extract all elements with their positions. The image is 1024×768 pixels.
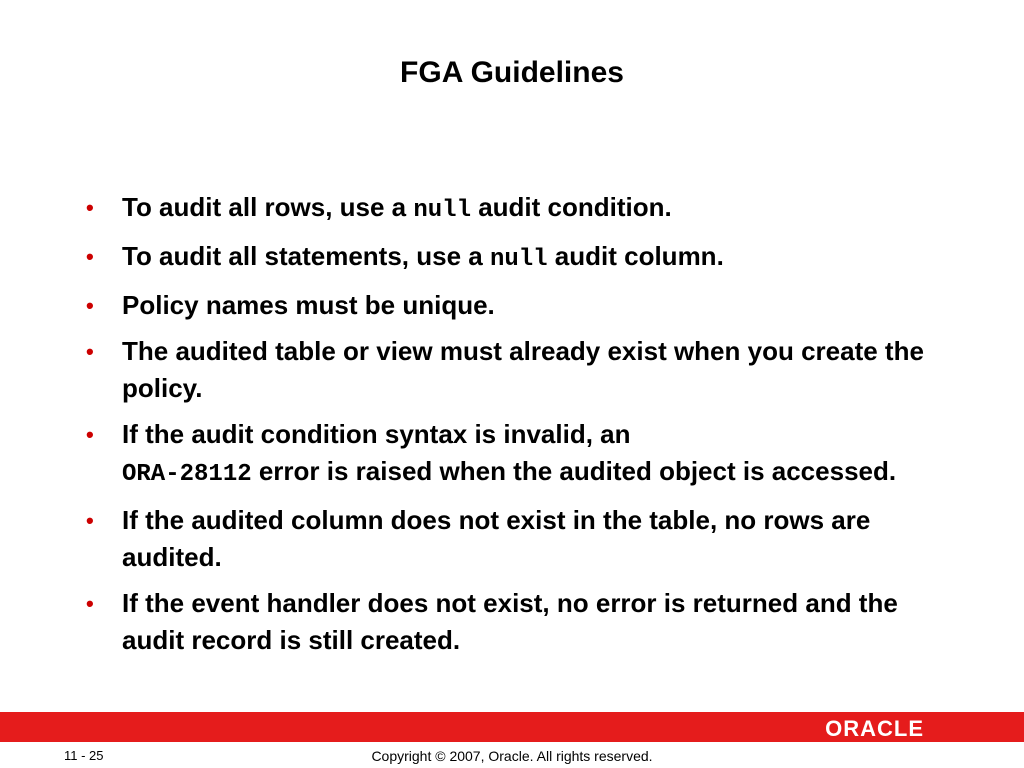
bullet-item xyxy=(78,416,948,493)
bullet-text: audit column. xyxy=(547,241,724,271)
bullet-list xyxy=(78,189,948,668)
bullet-code: ORA-28112 xyxy=(122,461,252,488)
slide-title: FGA Guidelines xyxy=(400,56,624,89)
bullet-icon: • xyxy=(86,339,94,364)
bullet-item xyxy=(78,333,948,407)
bullet-text: If the audit condition syntax is invalid, an xyxy=(122,419,631,449)
page-number: 11 - 25 xyxy=(64,748,104,763)
bullet-item xyxy=(78,238,948,278)
bullet-item xyxy=(78,189,948,229)
bullet-text: If the audited column does not exist in the table, no rows are audited. xyxy=(122,505,871,572)
bullet-icon: • xyxy=(86,244,94,269)
copyright-notice: Copyright © 2007, Oracle. All rights reserved. xyxy=(371,748,653,764)
oracle-logo: ORACLE xyxy=(825,716,924,741)
bullet-item xyxy=(78,585,948,659)
bullet-text: If the event handler does not exist, no error is returned and the audit record is still created. xyxy=(122,588,898,655)
bullet-icon: • xyxy=(86,508,94,533)
bullet-text: The audited table or view must already exist when you create the policy. xyxy=(122,336,924,403)
bullet-text: To audit all statements, use a xyxy=(122,241,490,271)
bullet-icon: • xyxy=(86,422,94,447)
bullet-icon: • xyxy=(86,591,94,616)
bullet-code: null xyxy=(489,246,548,273)
bullet-item xyxy=(78,287,948,324)
bullet-text: audit condition. xyxy=(470,192,672,222)
bullet-text: Policy names must be unique. xyxy=(122,290,495,320)
bullet-text: error is raised when the audited object is accessed. xyxy=(251,456,897,486)
bullet-code: null xyxy=(413,197,471,224)
bullet-icon: • xyxy=(86,293,94,318)
bullet-item xyxy=(78,502,948,576)
bullet-icon: • xyxy=(86,195,94,220)
bullet-text: To audit all rows, use a xyxy=(122,192,414,222)
